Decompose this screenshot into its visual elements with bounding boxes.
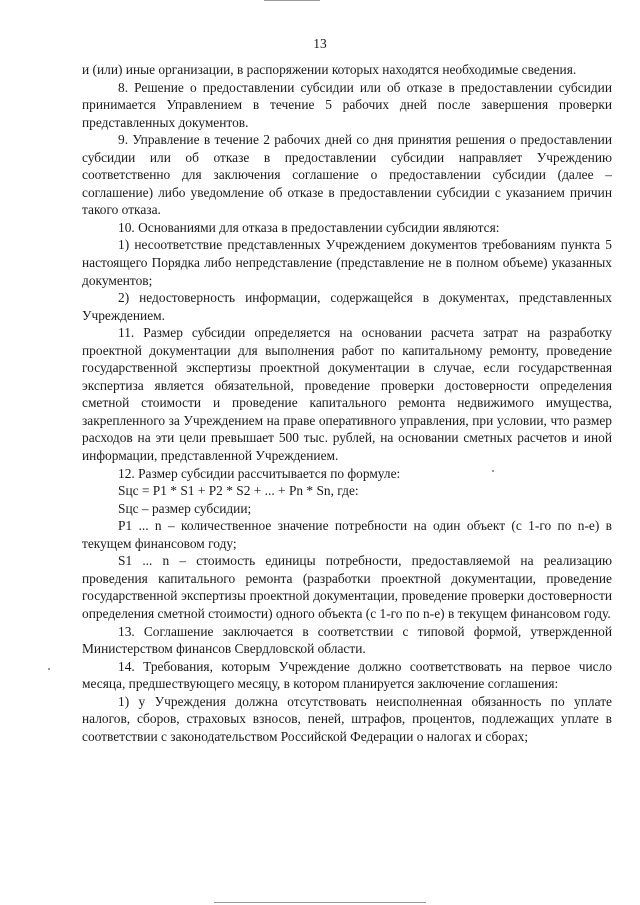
scan-artifact-line [214, 902, 426, 903]
paragraph: 14. Требования, которым Учреждение должно соответствовать на первое число месяца, предшествующего месяцу, в котором планируется заключение соглашения: [82, 658, 612, 692]
paragraph: P1 ... n – количественное значение потребности на один объект (с 1-го по n-е) в текущем финансовом году; [82, 518, 612, 551]
paragraph: 13. Соглашение заключается в соответствии с типовой формой, утвержденной Министерством финансов Свердловской области. [82, 623, 612, 657]
paragraph: 2) недостоверность информации, содержащейся в документах, представленных Учреждением. [82, 290, 612, 323]
paragraph: 10. Основаниями для отказа в предоставлении субсидии являются: [118, 219, 500, 235]
page-number: 13 [313, 36, 327, 51]
paragraph: Sцс – размер субсидии; [118, 500, 252, 516]
paragraph: 8. Решение о предоставлении субсидии или об отказе в предоставлении субсидии принимается Управлением в течение 5 рабочих дней после завершения проверки представленных документов. [82, 79, 612, 130]
paragraph: и (или) иные организации, в распоряжении которых находятся необходимые сведения. [82, 62, 577, 77]
paragraph: 1) несоответствие представленных Учреждением документов требованиям пункта 5 настоящего Порядка либо непредставление (представление не в полном объеме) указанных документов; [82, 237, 612, 288]
scan-artifact-dot [48, 668, 50, 670]
paragraph: 11. Размер субсидии определяется на основании расчета затрат на разработку проектной документации для выполнения работ по капитальному ремонту, проведение государственной экспертизы проектной документации в случае, если государственная экспертиза является обязательной, проведение проверки достоверности определения сметной стоимости и проведение капитального ремонта недвижимого имущества, закрепленного за Учреждением на праве оперативного управления, при условии, что размер расходов на эти цели превышает 500 тыс. рублей, на основании сметных расчетов и иной информации, представленной Учреждением. [82, 325, 612, 464]
scan-artifact-line [264, 0, 320, 1]
paragraph: S1 ... n – стоимость единицы потребности, предоставляемой на реализацию проведения капитального ремонта (разработки проектной документации, проведение государственной экспертизы проектной документации, проведение проверки достоверности определения сметной стоимости) одного объекта (с 1-го по n-е) в текущем финансовом году. [82, 553, 612, 621]
paragraph: 12. Размер субсидии рассчитывается по формуле: [118, 465, 401, 481]
formula: Sцс = P1 * S1 + P2 * S2 + ... + Pn * Sn, где: [118, 483, 359, 499]
paragraph: 1) у Учреждения должна отсутствовать неисполненная обязанность по уплате налогов, сборов, страховых взносов, пеней, штрафов, процентов, подлежащих уплате в соответствии с законодательством Российской Федерации о налогах и сборах; [82, 693, 612, 744]
paragraph: 9. Управление в течение 2 рабочих дней со дня принятия решения о предоставлении субсидии или об отказе в предоставлении субсидии направляет Учреждению соответственно для заключения соглашение о предоставлении субсидии (далее – соглашение) либо уведомление об отказе в предоставлении субсидии с указанием причин такого отказа. [82, 132, 612, 218]
document-body [82, 61, 612, 745]
